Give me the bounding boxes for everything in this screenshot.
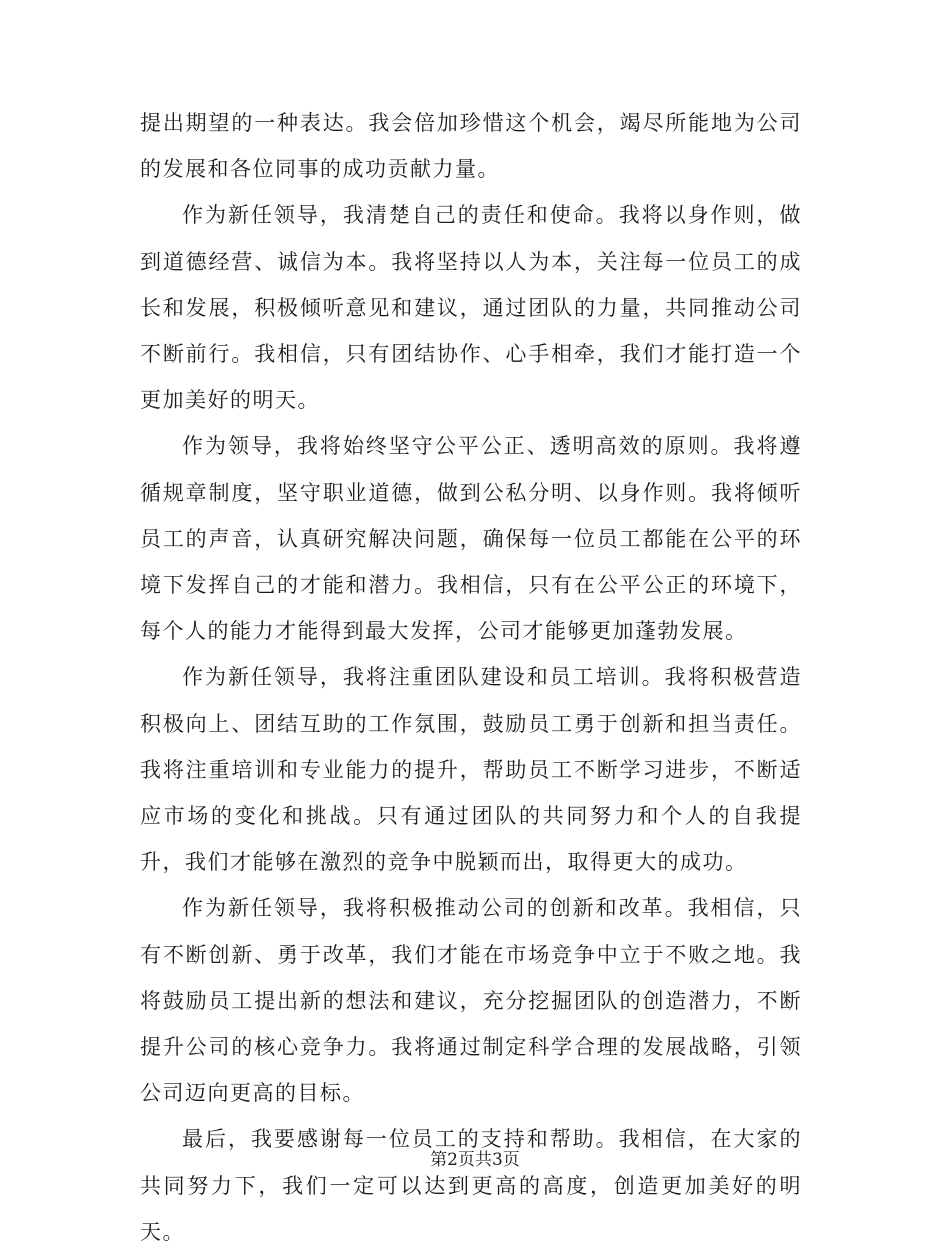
paragraph-team-building: 作为新任领导，我将注重团队建设和员工培训。我将积极营造积极向上、团结互助的工作氛围，鼓励员工勇于创新和担当责任。我将注重培训和专业能力的提升，帮助员工不断学习进步，不断适应市场的变化和挑战。只有通过团队的共同努力和个人的自我提升，我们才能够在激烈的竞争中脱颖而出，取得更大的成功。 [140, 665, 802, 875]
document-body [140, 100, 802, 1255]
paragraph-fairness: 作为领导，我将始终坚守公平公正、透明高效的原则。我将遵循规章制度，坚守职业道德，做到公私分明、以身作则。我将倾听员工的声音，认真研究解决问题，确保每一位员工都能在公平的环境下发挥自己的才能和潜力。我相信，只有在公平公正的环境下，每个人的能力才能得到最大发挥，公司才能够更加蓬勃发展。 [140, 434, 802, 644]
paragraph-innovation: 作为新任领导，我将积极推动公司的创新和改革。我相信，只有不断创新、勇于改革，我们才能在市场竞争中立于不败之地。我将鼓励员工提出新的想法和建议，充分挖掘团队的创造潜力，不断提升公司的核心竞争力。我将通过制定科学合理的发展战略，引领公司迈向更高的目标。 [140, 896, 802, 1106]
paragraph-responsibility: 作为新任领导，我清楚自己的责任和使命。我将以身作则，做到道德经营、诚信为本。我将坚持以人为本，关注每一位员工的成长和发展，积极倾听意见和建议，通过团队的力量，共同推动公司不断前行。我相信，只有团结协作、心手相牵，我们才能打造一个更加美好的明天。 [140, 203, 802, 413]
page-number-footer: 第2页共3页 [430, 1150, 520, 1170]
paragraph-closing: 最后，我要感谢每一位员工的支持和帮助。我相信，在大家的共同努力下，我们一定可以达到更高的高度，创造更加美好的明天。 [140, 1127, 802, 1244]
paragraph-continuation: 提出期望的一种表达。我会倍加珍惜这个机会，竭尽所能地为公司的发展和各位同事的成功贡献力量。 [140, 111, 802, 182]
